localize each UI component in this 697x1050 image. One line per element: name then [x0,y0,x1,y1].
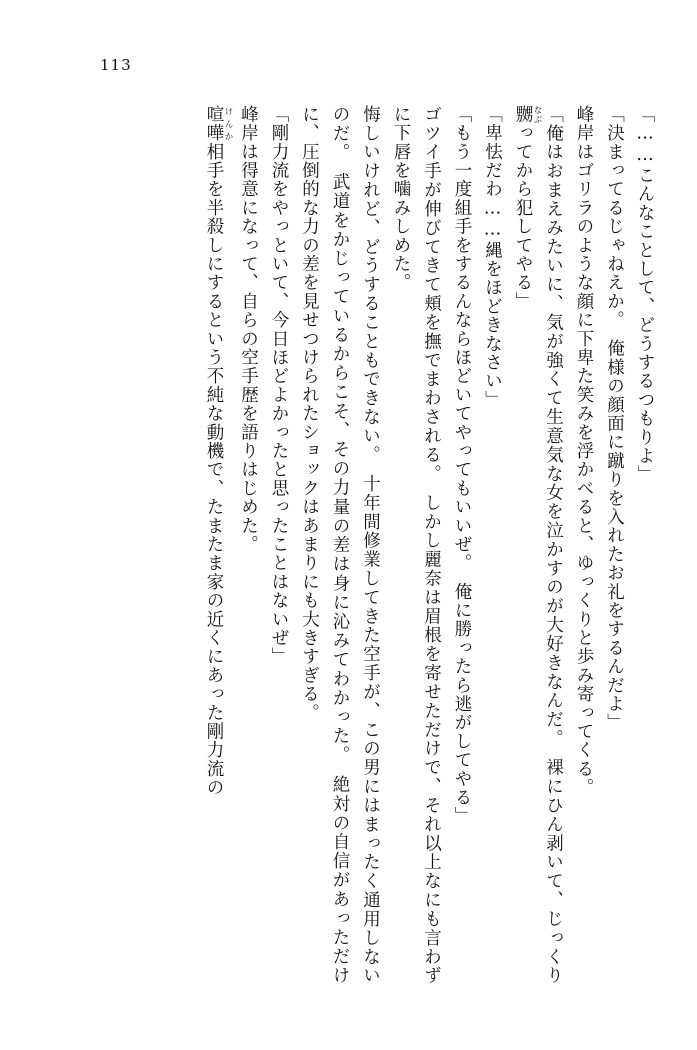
paragraph: ゴツイ手が伸びてきて頬を撫でまわされる。 しかし麗奈は眉根を寄せただけで、それ以上なにも言わずに下唇を噛みしめた。 [391,105,442,985]
paragraph-with-ruby [199,105,234,985]
paragraph: 「決まってるじゃねえか。 俺様の顔面に蹴りを入れたお礼をするんだよ」 [604,105,625,733]
page-number: 113 [100,56,132,74]
paragraph-part: 「俺はおまえみたいに、気が強くて生意気な女を泣かすのが大好きなんだ。 裸にひん剥いて、じっくり [543,105,564,985]
paragraph: 「もう一度組手をするんならほどいてやってもいいぜ。 俺に勝ったら逃がしてやる」 [452,105,472,826]
paragraph: 「卑怯だわ……縄をほどきなさい」 [482,105,503,410]
paragraph: 悔しいけれど、どうすることもできない。 十年間修業してきた空手が、この男にはまったく通用しないのだ。 武道をかじっているからこそ、その力量の差は身に沁みてわかった。 絶対の自信があっただけに、圧倒的な力の差を見せつけられたショックはあまりにも大きすぎる。 [299,105,381,985]
paragraph-part: 相手を半殺しにするという不純な動機で、たまたま家の近くにあった剛力流の [204,142,224,797]
paragraph: 峰岸は得意になって、自らの空手歴を語りはじめた。 [238,105,259,554]
paragraph: 「剛力流をやっといて、今日ほどよかったと思ったことはないぜ」 [269,105,289,666]
ruby-naburu [513,105,542,124]
ruby-kenka [204,105,233,143]
ruby-base: 嬲 [513,105,533,124]
ruby-text: なぶ [532,105,542,124]
ruby-base: 喧嘩 [204,105,224,143]
paragraph-part: ってから犯してやる」 [513,123,533,311]
page-body-text [60,105,660,985]
paragraph: 峰岸はゴリラのような顔に下卑た笑みを浮かべると、ゆっくりと歩み寄ってくる。 [574,105,594,797]
paragraph-with-ruby [508,105,569,985]
ruby-text: けんか [223,105,233,143]
paragraph: 「……こんなことして、どうするつもりよ」 [635,105,655,484]
